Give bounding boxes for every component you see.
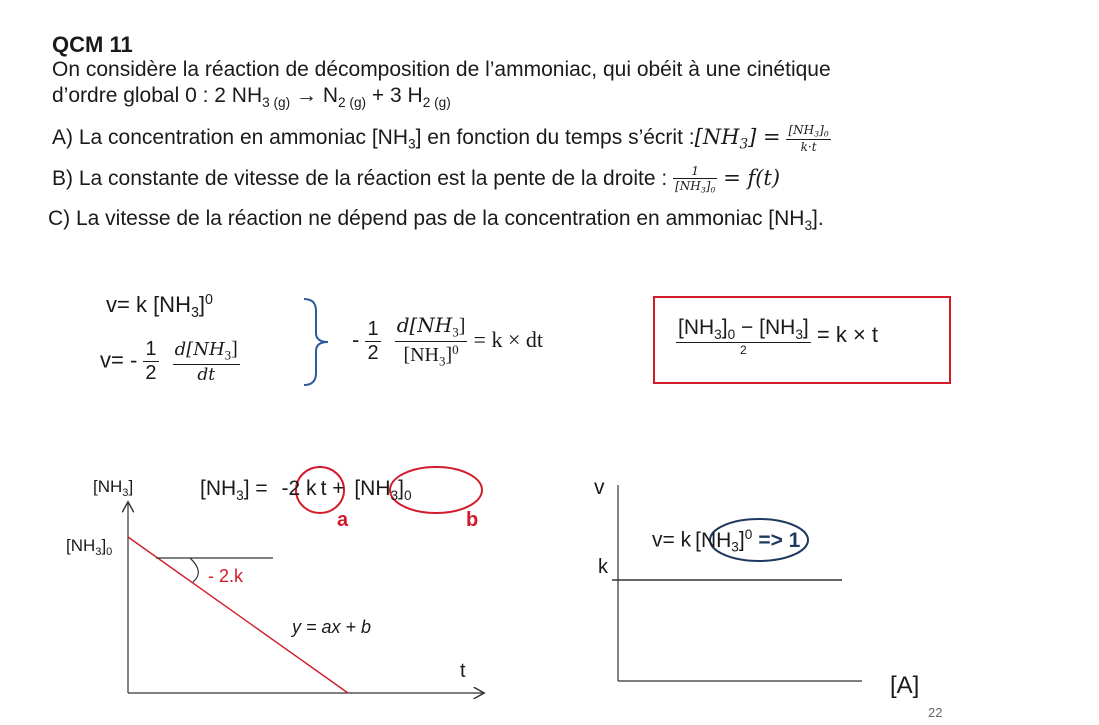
option-b: B) La constante de vitesse de la réaction est la pente de la droite : $\frac{1}{[NH_3]_0}$ = f(t)	[52, 164, 781, 195]
left-y0-label: $[NH_3]_0$	[66, 536, 113, 558]
order-zero-equation: v= k $[NH_3]^0 => 1$	[652, 527, 801, 555]
line-equation: y = ax + b	[292, 617, 372, 637]
label-a: a	[337, 509, 349, 531]
right-x-label: [A]	[890, 672, 920, 699]
left-y-label: $[NH_3]$	[93, 477, 134, 499]
slope-arc	[190, 558, 198, 582]
option-a: A) La concentration en ammoniac $[NH_3]$ en fonction du temps s’écrit $:[NH_3]$ = $\frac{[NH_3]_0}{k\cdot t}$	[52, 123, 829, 154]
question-title: QCM 11	[52, 32, 133, 57]
integrated-law: $\frac{[NH_3]_0 - [NH_3]}{2}$ = k × t	[678, 316, 879, 357]
slope-label: - 2.k	[208, 566, 244, 586]
option-b-fraction: $\frac{1}{[NH_3]_0}$	[675, 164, 716, 195]
left-x-label: t	[460, 660, 466, 682]
label-b: b	[466, 509, 479, 531]
concentration-line	[128, 537, 348, 693]
separated-equation: - $\frac{1}{2}$ $\frac{d[NH_3]}{[NH_3]^0}$ = k × dt	[352, 313, 543, 369]
option-a-fraction: $\frac{[NH_3]_0}{k\cdot t}$	[788, 123, 829, 154]
intro-line-1: On considère la réaction de décomposition de l’ammoniac, qui obéit à une cinétique	[52, 58, 831, 81]
k-label: k	[598, 556, 608, 578]
right-y-label: v	[594, 476, 605, 499]
option-c: C) La vitesse de la réaction ne dépend pas de la concentration en ammoniac $[NH_3]$.	[48, 207, 824, 233]
intro-line-2: d’ordre global 0 : 2 $NH_{3 (g)} \to N_{2 (g)} + 3$ $H_{2 (g)}$	[52, 84, 451, 110]
linear-form-equation: $[NH_3] = -2$ k $t + [NH_3]_0$	[200, 477, 412, 503]
page-number: 22	[928, 705, 943, 720]
rate-law-order-0: v= k $[NH_3]^0$	[106, 292, 213, 321]
rate-definition: v= - $\frac{1}{2}$ $\frac{d[NH_3]}{dt}$	[100, 338, 238, 385]
